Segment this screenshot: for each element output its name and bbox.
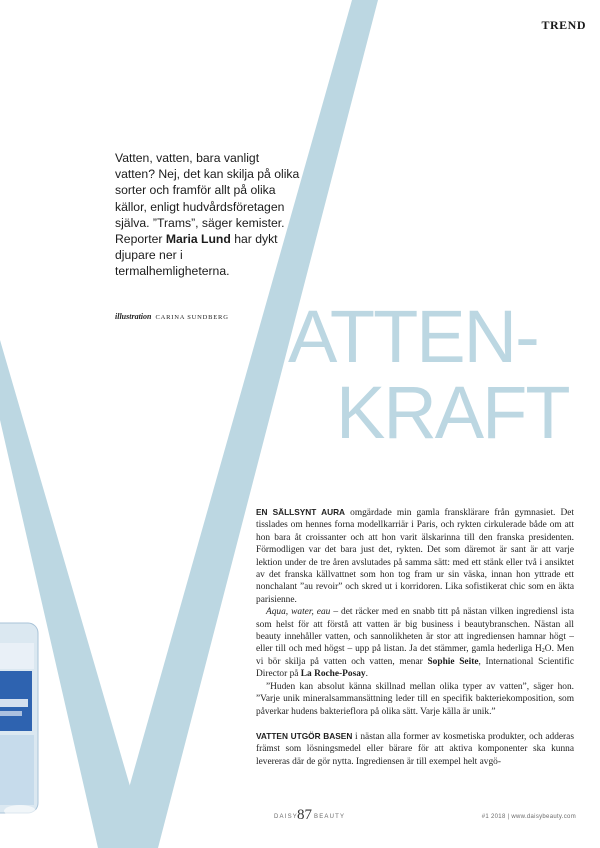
paragraph-4-text: i nästan alla former av kosmetiska produkter, och adderas främst som lösningsmedel eller bärare för att aktiva komponenter ska kunna levereras där de gör nytta. Ingrediensen är till exempel helt avgö- [256, 731, 574, 767]
illustrator-name: CARINA SUNDBERG [155, 314, 229, 321]
intro-deck [115, 150, 300, 280]
paragraph-2-end: . [365, 669, 368, 680]
paragraph-2 [256, 606, 574, 680]
headline-line-1: ATTEN- [288, 295, 538, 378]
brand-name: La Roche-Posay [300, 669, 366, 680]
article-body [256, 506, 574, 768]
illustration-credit [115, 312, 315, 321]
intro-text-start: Vatten, vatten, bara vanligt vatten? Nej, det kan skilja på olika sorter och framför allt på olika källor, enligt hudvårdsföretagen själva. ”Trams”, säger kemister. Reporter [115, 151, 300, 247]
paragraph-2-text-a: – det räcker med en snabb titt på nästan vilken ingrediensl ista som helst för att förstå att vatten är big business i beautybranschen. Nästan all beauty innehåller vatten, och sannolikheten är stor att ingrediensen hamnar högt – eller till och med högst – upp på listan. Ja det stämmer, gamla hederliga H [256, 607, 575, 655]
credit-label: illustration [115, 312, 152, 321]
paragraph-2-text-c: , International Scientific Director på [256, 656, 574, 680]
paragraph-1-lead-in: EN SÄLLSYNT AURA [256, 507, 346, 517]
expert-name: Sophie Seite [427, 656, 479, 667]
footer-issue-info: #1 2018 | www.daisybeauty.com [481, 814, 576, 820]
page-footer [256, 808, 576, 828]
paragraph-4-lead-in: VATTEN UTGÖR BASEN [256, 730, 353, 741]
paragraph-4 [256, 730, 574, 768]
reporter-name: Maria Lund [165, 232, 231, 247]
headline-line-2: KRAFT [336, 371, 569, 454]
intro-text-end: har dykt djupare ner i termalhemligheterna. [115, 232, 278, 279]
footer-magazine-subtitle: BEAUTY [314, 814, 346, 820]
paragraph-1-text: omgärdade min gamla fransklärare från gymnasiet. Det tisslades om hennes forna modellkarriär i Paris, och rykten cirkulerade både om att hon bara åt croissanter och att hon varit älskarinna till den franska presidenten. Förmodligen var det bara just det, rykten. Det som däremot är sant är att varje lektion under de tre åren avslutades på samma sätt: med ett stänk eller två i ansiktet av det franska källvattnet som hon tog fram ur sin väska, innan hon yttrade ett nonchalant ”au revoir” och skred ut i korridoren. Lika sofistikerat chic som en äkta parisienne. [256, 508, 575, 605]
paragraph-2-text-b: O. Men vi bör skilja på vatten och vatten, menar [256, 644, 574, 667]
h2o-subscript: 2 [541, 648, 545, 655]
page-number: 87 [297, 807, 312, 823]
paragraph-1 [256, 506, 574, 606]
footer-magazine-name: DAISY [274, 814, 299, 820]
paragraph-3: ”Huden kan absolut känna skillnad mellan olika typer av vatten”, säger hon. ”Varje unik mineralsammansättning leder till en specifik bakteriekomposition, som påverkar hudens bakterieflora på olika sätt. Varje källa är unik.” [256, 681, 574, 717]
cosmetic-bottle-image [0, 615, 44, 825]
section-tag: TREND [541, 18, 586, 32]
paragraph-spacer [256, 718, 574, 730]
paragraph-2-italic: Aqua, water, eau [266, 607, 331, 618]
